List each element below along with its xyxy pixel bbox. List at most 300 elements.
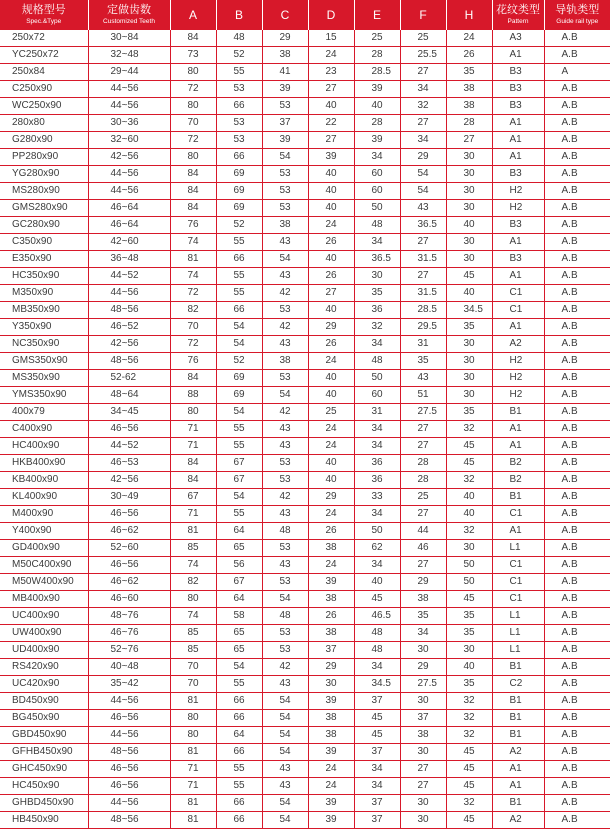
cell-a: 71 (170, 778, 216, 795)
cell-c: 43 (262, 234, 308, 251)
table-row (0, 795, 610, 812)
cell-h: 24 (446, 30, 492, 47)
cell-h: 35 (446, 319, 492, 336)
cell-guide: A.B (544, 234, 610, 251)
table-row (0, 574, 610, 591)
cell-teeth: 48~56 (88, 353, 170, 370)
cell-a: 84 (170, 370, 216, 387)
cell-a: 76 (170, 217, 216, 234)
cell-guide: A.B (544, 642, 610, 659)
cell-d: 26 (308, 234, 354, 251)
table-row (0, 217, 610, 234)
cell-spec: C400x90 (0, 421, 88, 438)
cell-d: 39 (308, 149, 354, 166)
cell-spec: C350x90 (0, 234, 88, 251)
cell-b: 65 (216, 642, 262, 659)
cell-a: 84 (170, 30, 216, 47)
cell-teeth: 30~36 (88, 115, 170, 132)
cell-f: 27 (400, 234, 446, 251)
cell-a: 71 (170, 761, 216, 778)
cell-c: 48 (262, 523, 308, 540)
cell-h: 38 (446, 81, 492, 98)
cell-teeth: 46~56 (88, 557, 170, 574)
cell-guide: A.B (544, 625, 610, 642)
cell-f: 25 (400, 489, 446, 506)
cell-c: 43 (262, 676, 308, 693)
table-row (0, 251, 610, 268)
cell-d: 40 (308, 98, 354, 115)
cell-guide: A.B (544, 574, 610, 591)
cell-teeth: 48~56 (88, 744, 170, 761)
cell-c: 54 (262, 727, 308, 744)
cell-pattern: B2 (492, 455, 544, 472)
cell-spec: MS280x90 (0, 183, 88, 200)
table-row (0, 234, 610, 251)
cell-c: 43 (262, 268, 308, 285)
cell-b: 67 (216, 574, 262, 591)
cell-guide: A.B (544, 540, 610, 557)
table-row (0, 710, 610, 727)
cell-d: 40 (308, 302, 354, 319)
cell-c: 42 (262, 489, 308, 506)
cell-teeth: 46~62 (88, 574, 170, 591)
cell-pattern: A1 (492, 438, 544, 455)
cell-c: 48 (262, 608, 308, 625)
cell-pattern: C2 (492, 676, 544, 693)
cell-d: 40 (308, 455, 354, 472)
table-row (0, 149, 610, 166)
cell-guide: A (544, 64, 610, 81)
cell-c: 38 (262, 47, 308, 64)
cell-spec: 280x80 (0, 115, 88, 132)
header-a: A (170, 0, 216, 30)
table-row (0, 302, 610, 319)
cell-spec: M350x90 (0, 285, 88, 302)
cell-h: 30 (446, 540, 492, 557)
cell-f: 31 (400, 336, 446, 353)
table-row (0, 438, 610, 455)
cell-a: 71 (170, 438, 216, 455)
cell-guide: A.B (544, 268, 610, 285)
cell-b: 67 (216, 455, 262, 472)
cell-guide: A.B (544, 489, 610, 506)
table-row (0, 591, 610, 608)
cell-h: 45 (446, 455, 492, 472)
cell-teeth: 42~56 (88, 149, 170, 166)
cell-teeth: 46~56 (88, 710, 170, 727)
cell-b: 54 (216, 659, 262, 676)
cell-spec: MB400x90 (0, 591, 88, 608)
cell-d: 39 (308, 795, 354, 812)
cell-a: 81 (170, 693, 216, 710)
cell-spec: 250x72 (0, 30, 88, 47)
cell-h: 32 (446, 421, 492, 438)
cell-a: 80 (170, 149, 216, 166)
cell-b: 52 (216, 353, 262, 370)
cell-pattern: B2 (492, 472, 544, 489)
table-row (0, 693, 610, 710)
cell-spec: 400x79 (0, 404, 88, 421)
cell-spec: UC420x90 (0, 676, 88, 693)
cell-e: 28 (354, 115, 400, 132)
cell-a: 70 (170, 676, 216, 693)
cell-guide: A.B (544, 166, 610, 183)
cell-d: 37 (308, 642, 354, 659)
cell-h: 35 (446, 64, 492, 81)
table-row (0, 472, 610, 489)
cell-f: 27 (400, 438, 446, 455)
cell-f: 27 (400, 115, 446, 132)
cell-f: 28 (400, 455, 446, 472)
cell-pattern: L1 (492, 642, 544, 659)
table-row (0, 812, 610, 829)
cell-d: 38 (308, 727, 354, 744)
cell-pattern: C1 (492, 591, 544, 608)
cell-spec: HB450x90 (0, 812, 88, 829)
cell-d: 27 (308, 285, 354, 302)
cell-e: 36 (354, 302, 400, 319)
cell-h: 32 (446, 523, 492, 540)
cell-f: 38 (400, 727, 446, 744)
cell-guide: A.B (544, 404, 610, 421)
cell-c: 39 (262, 81, 308, 98)
cell-f: 34 (400, 132, 446, 149)
cell-teeth: 46~56 (88, 778, 170, 795)
cell-spec: KL400x90 (0, 489, 88, 506)
cell-h: 45 (446, 268, 492, 285)
cell-d: 26 (308, 523, 354, 540)
cell-h: 30 (446, 387, 492, 404)
cell-a: 81 (170, 744, 216, 761)
cell-d: 30 (308, 676, 354, 693)
table-row (0, 200, 610, 217)
cell-e: 48 (354, 217, 400, 234)
cell-b: 48 (216, 30, 262, 47)
cell-e: 34 (354, 778, 400, 795)
cell-pattern: B1 (492, 489, 544, 506)
cell-h: 34.5 (446, 302, 492, 319)
cell-spec: E350x90 (0, 251, 88, 268)
table-body (0, 30, 610, 829)
cell-e: 37 (354, 744, 400, 761)
cell-pattern: B3 (492, 81, 544, 98)
cell-b: 55 (216, 234, 262, 251)
cell-b: 55 (216, 438, 262, 455)
cell-b: 69 (216, 200, 262, 217)
table-row (0, 642, 610, 659)
cell-b: 69 (216, 387, 262, 404)
cell-f: 31.5 (400, 251, 446, 268)
cell-e: 33 (354, 489, 400, 506)
cell-a: 72 (170, 81, 216, 98)
table-row (0, 183, 610, 200)
table-row (0, 557, 610, 574)
cell-spec: HC350x90 (0, 268, 88, 285)
cell-b: 69 (216, 183, 262, 200)
cell-b: 66 (216, 302, 262, 319)
cell-a: 84 (170, 183, 216, 200)
cell-c: 54 (262, 710, 308, 727)
table-row (0, 455, 610, 472)
cell-h: 45 (446, 778, 492, 795)
cell-guide: A.B (544, 251, 610, 268)
cell-e: 34 (354, 234, 400, 251)
cell-c: 54 (262, 744, 308, 761)
table-row (0, 625, 610, 642)
cell-spec: KB400x90 (0, 472, 88, 489)
cell-b: 66 (216, 251, 262, 268)
cell-d: 24 (308, 761, 354, 778)
cell-teeth: 46~60 (88, 591, 170, 608)
cell-d: 24 (308, 557, 354, 574)
cell-teeth: 52~60 (88, 540, 170, 557)
cell-c: 53 (262, 200, 308, 217)
cell-c: 54 (262, 591, 308, 608)
cell-b: 53 (216, 81, 262, 98)
cell-h: 30 (446, 149, 492, 166)
cell-e: 45 (354, 727, 400, 744)
cell-d: 39 (308, 693, 354, 710)
cell-h: 30 (446, 200, 492, 217)
cell-guide: A.B (544, 115, 610, 132)
cell-d: 40 (308, 472, 354, 489)
cell-a: 80 (170, 591, 216, 608)
cell-e: 30 (354, 268, 400, 285)
table-row (0, 540, 610, 557)
cell-guide: A.B (544, 30, 610, 47)
cell-guide: A.B (544, 81, 610, 98)
cell-teeth: 46~52 (88, 319, 170, 336)
cell-guide: A.B (544, 183, 610, 200)
header-spec-zh: 规格型号 (0, 4, 88, 17)
cell-a: 85 (170, 540, 216, 557)
cell-b: 58 (216, 608, 262, 625)
cell-a: 80 (170, 727, 216, 744)
cell-f: 29 (400, 659, 446, 676)
cell-guide: A.B (544, 438, 610, 455)
cell-a: 67 (170, 489, 216, 506)
cell-teeth: 36~48 (88, 251, 170, 268)
cell-b: 66 (216, 812, 262, 829)
cell-a: 80 (170, 64, 216, 81)
cell-c: 53 (262, 166, 308, 183)
cell-h: 26 (446, 47, 492, 64)
cell-c: 42 (262, 404, 308, 421)
cell-pattern: B1 (492, 693, 544, 710)
cell-guide: A.B (544, 132, 610, 149)
cell-a: 84 (170, 472, 216, 489)
cell-d: 26 (308, 268, 354, 285)
cell-f: 27 (400, 268, 446, 285)
cell-h: 30 (446, 166, 492, 183)
header-h: H (446, 0, 492, 30)
cell-teeth: 32~60 (88, 132, 170, 149)
cell-e: 48 (354, 353, 400, 370)
header-teeth-en: Customized Teeth (89, 17, 170, 26)
cell-guide: A.B (544, 557, 610, 574)
cell-h: 45 (446, 812, 492, 829)
cell-a: 80 (170, 710, 216, 727)
table-row (0, 506, 610, 523)
cell-d: 29 (308, 489, 354, 506)
cell-teeth: 46~53 (88, 455, 170, 472)
table-row (0, 659, 610, 676)
cell-d: 38 (308, 710, 354, 727)
cell-a: 81 (170, 523, 216, 540)
cell-c: 54 (262, 812, 308, 829)
cell-e: 25 (354, 30, 400, 47)
cell-f: 27 (400, 761, 446, 778)
cell-c: 29 (262, 30, 308, 47)
cell-b: 66 (216, 795, 262, 812)
cell-pattern: H2 (492, 200, 544, 217)
table-row (0, 778, 610, 795)
cell-c: 53 (262, 625, 308, 642)
cell-guide: A.B (544, 727, 610, 744)
cell-pattern: C1 (492, 557, 544, 574)
cell-d: 26 (308, 608, 354, 625)
cell-h: 40 (446, 217, 492, 234)
cell-pattern: B3 (492, 64, 544, 81)
cell-pattern: A1 (492, 47, 544, 64)
cell-e: 31 (354, 404, 400, 421)
cell-h: 50 (446, 557, 492, 574)
cell-teeth: 44~56 (88, 727, 170, 744)
cell-guide: A.B (544, 608, 610, 625)
header-d: D (308, 0, 354, 30)
header-teeth-zh: 定做齿数 (89, 4, 170, 17)
cell-b: 55 (216, 421, 262, 438)
cell-b: 56 (216, 557, 262, 574)
cell-e: 34 (354, 336, 400, 353)
cell-e: 34.5 (354, 676, 400, 693)
cell-c: 54 (262, 149, 308, 166)
cell-b: 69 (216, 166, 262, 183)
cell-e: 36 (354, 455, 400, 472)
cell-teeth: 46~76 (88, 625, 170, 642)
cell-teeth: 46~56 (88, 421, 170, 438)
cell-teeth: 46~64 (88, 217, 170, 234)
cell-c: 53 (262, 455, 308, 472)
cell-h: 30 (446, 251, 492, 268)
cell-a: 74 (170, 234, 216, 251)
cell-teeth: 44~52 (88, 268, 170, 285)
cell-f: 30 (400, 693, 446, 710)
cell-f: 30 (400, 812, 446, 829)
cell-a: 76 (170, 353, 216, 370)
cell-guide: A.B (544, 693, 610, 710)
cell-c: 38 (262, 353, 308, 370)
cell-guide: A.B (544, 47, 610, 64)
cell-guide: A.B (544, 506, 610, 523)
cell-b: 69 (216, 370, 262, 387)
cell-h: 32 (446, 795, 492, 812)
cell-f: 30 (400, 642, 446, 659)
cell-a: 72 (170, 336, 216, 353)
header-spec (0, 0, 88, 30)
cell-c: 43 (262, 438, 308, 455)
cell-b: 65 (216, 625, 262, 642)
cell-f: 25 (400, 30, 446, 47)
table-row (0, 523, 610, 540)
cell-a: 84 (170, 200, 216, 217)
cell-b: 66 (216, 744, 262, 761)
cell-f: 35 (400, 608, 446, 625)
cell-e: 34 (354, 761, 400, 778)
cell-teeth: 44~56 (88, 183, 170, 200)
cell-spec: GHC450x90 (0, 761, 88, 778)
cell-c: 54 (262, 795, 308, 812)
cell-d: 40 (308, 251, 354, 268)
cell-spec: WC250x90 (0, 98, 88, 115)
table-row (0, 761, 610, 778)
cell-f: 25.5 (400, 47, 446, 64)
cell-d: 27 (308, 81, 354, 98)
cell-f: 31.5 (400, 285, 446, 302)
cell-d: 25 (308, 404, 354, 421)
cell-c: 43 (262, 336, 308, 353)
cell-b: 55 (216, 64, 262, 81)
cell-b: 53 (216, 115, 262, 132)
cell-guide: A.B (544, 761, 610, 778)
cell-e: 37 (354, 795, 400, 812)
cell-pattern: A1 (492, 319, 544, 336)
cell-f: 37 (400, 710, 446, 727)
cell-guide: A.B (544, 98, 610, 115)
header-c: C (262, 0, 308, 30)
table-row (0, 370, 610, 387)
cell-d: 40 (308, 200, 354, 217)
table-row (0, 268, 610, 285)
cell-guide: A.B (544, 217, 610, 234)
cell-h: 35 (446, 608, 492, 625)
cell-spec: YG280x90 (0, 166, 88, 183)
cell-a: 74 (170, 268, 216, 285)
cell-teeth: 46~64 (88, 200, 170, 217)
cell-pattern: A2 (492, 812, 544, 829)
table-row (0, 676, 610, 693)
cell-h: 35 (446, 676, 492, 693)
cell-c: 43 (262, 557, 308, 574)
cell-teeth: 40~48 (88, 659, 170, 676)
cell-guide: A.B (544, 659, 610, 676)
cell-pattern: L1 (492, 540, 544, 557)
cell-c: 53 (262, 574, 308, 591)
cell-h: 50 (446, 574, 492, 591)
header-guide-zh: 导轨类型 (545, 4, 610, 17)
cell-b: 52 (216, 47, 262, 64)
cell-spec: BG450x90 (0, 710, 88, 727)
cell-h: 32 (446, 693, 492, 710)
cell-teeth: 46~62 (88, 523, 170, 540)
cell-teeth: 48~64 (88, 387, 170, 404)
cell-pattern: B1 (492, 727, 544, 744)
cell-spec: NC350x90 (0, 336, 88, 353)
cell-e: 40 (354, 98, 400, 115)
cell-guide: A.B (544, 336, 610, 353)
table-row (0, 64, 610, 81)
cell-d: 40 (308, 183, 354, 200)
cell-e: 39 (354, 81, 400, 98)
cell-h: 40 (446, 659, 492, 676)
cell-spec: GHBD450x90 (0, 795, 88, 812)
cell-b: 54 (216, 489, 262, 506)
cell-a: 81 (170, 795, 216, 812)
cell-spec: UD400x90 (0, 642, 88, 659)
cell-pattern: A2 (492, 744, 544, 761)
cell-teeth: 46~56 (88, 761, 170, 778)
header-pattern-en: Pattern (493, 17, 544, 26)
